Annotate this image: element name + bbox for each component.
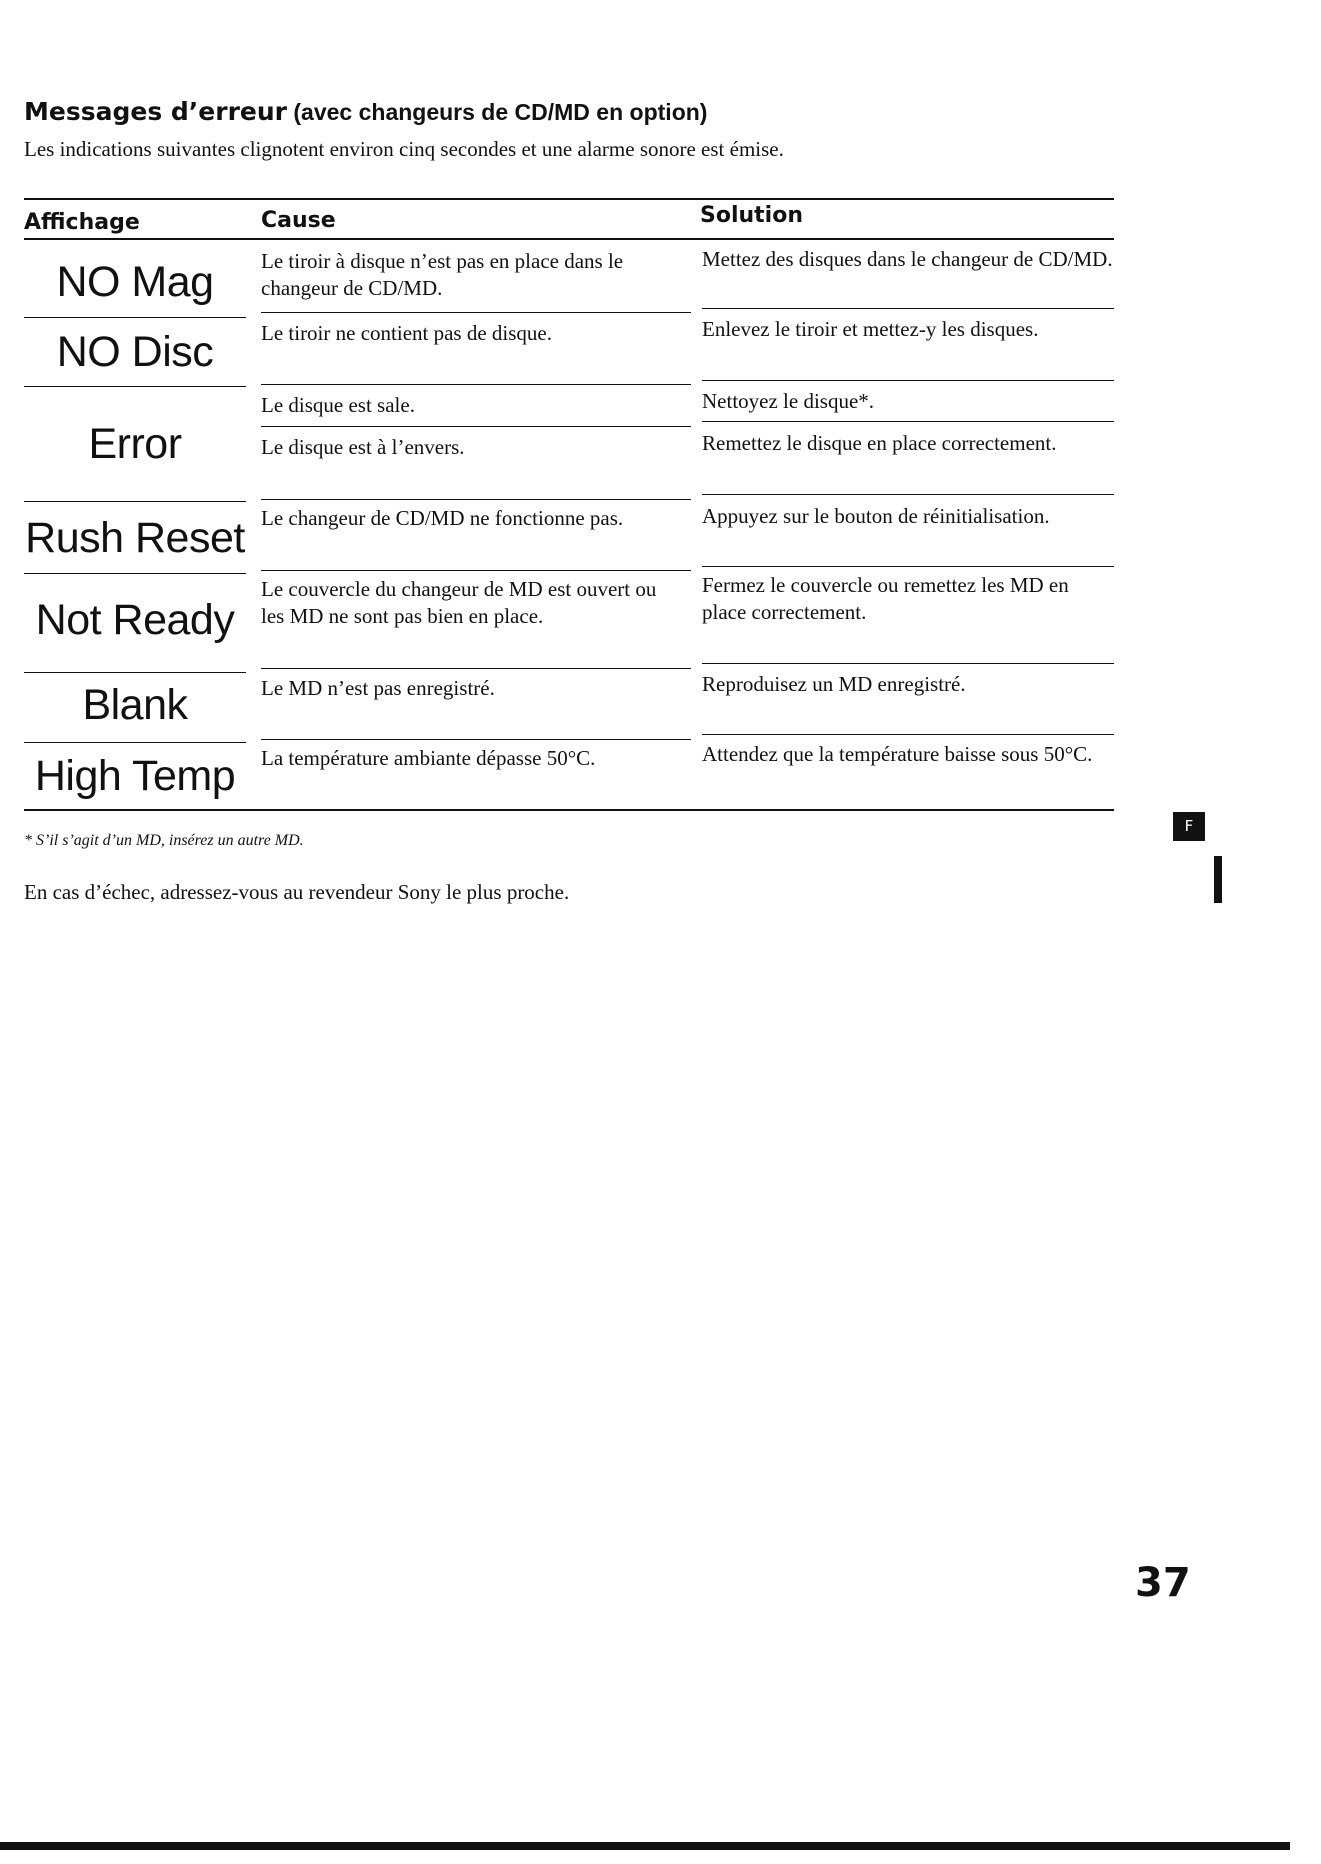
row-divider: [702, 566, 1114, 567]
row-divider: [261, 570, 691, 571]
row-divider: [24, 386, 246, 387]
footnote: * S’il s’agit d’un MD, insérez un autre MD.: [24, 832, 304, 849]
display-no-mag: NO Mag: [56, 258, 214, 306]
row-divider: [24, 742, 246, 743]
row-divider: [261, 668, 691, 669]
cause-no-disc: Le tiroir ne contient pas de disque.: [261, 321, 552, 345]
row-divider: [261, 312, 691, 313]
display-blank: Blank: [82, 681, 188, 729]
solution-rush-reset: Appuyez sur le bouton de réinitialisation.: [702, 504, 1050, 528]
row-divider: [702, 380, 1114, 381]
cause-no-mag: Le tiroir à disque n’est pas en place dans le changeur de CD/MD.: [261, 249, 624, 300]
header-underline: [24, 238, 1114, 240]
display-high-temp: High Temp: [34, 752, 236, 800]
row-divider: [24, 672, 246, 673]
solution-error-2: Remettez le disque en place correctement.: [702, 431, 1057, 455]
page-number: 37: [1135, 1560, 1191, 1606]
solution-high-temp: Attendez que la température baisse sous 50°C.: [702, 742, 1093, 766]
display-error: Error: [88, 420, 182, 468]
row-divider: [702, 494, 1114, 495]
row-divider: [261, 739, 691, 740]
row-divider: [261, 499, 691, 500]
table-bottom-rule: [24, 809, 1114, 811]
cause-blank: Le MD n’est pas enregistré.: [261, 676, 495, 700]
solution-no-disc: Enlevez le tiroir et mettez-y les disques.: [702, 317, 1039, 341]
header-display: Affichage: [24, 210, 140, 235]
sub-row-divider: [702, 421, 1114, 422]
display-rush-reset: Rush Reset: [25, 514, 245, 562]
table-top-rule: [24, 198, 1114, 200]
display-no-disc: NO Disc: [56, 328, 214, 376]
row-divider: [24, 317, 246, 318]
solution-blank: Reproduisez un MD enregistré.: [702, 672, 966, 696]
row-divider: [702, 663, 1114, 664]
cause-not-ready: Le couvercle du changeur de MD est ouvert ou les MD ne sont pas bien en place.: [261, 577, 657, 628]
row-divider: [261, 384, 691, 385]
header-solution: Solution: [700, 203, 803, 228]
solution-no-mag: Mettez des disques dans le changeur de CD/MD.: [702, 247, 1113, 271]
sub-row-divider: [261, 426, 691, 427]
solution-not-ready: Fermez le couvercle ou remettez les MD en place correctement.: [702, 573, 1069, 624]
page-title: [24, 97, 707, 127]
cause-error-1: Le disque est sale.: [261, 393, 415, 417]
title-main: Messages d’erreur: [24, 97, 287, 126]
header-cause: Cause: [261, 208, 336, 233]
solution-error-1: Nettoyez le disque*.: [702, 389, 875, 413]
cause-error-2: Le disque est à l’envers.: [261, 435, 465, 459]
cause-rush-reset: Le changeur de CD/MD ne fonctionne pas.: [261, 506, 624, 530]
display-not-ready: Not Ready: [35, 596, 235, 644]
row-divider: [24, 573, 246, 574]
section-tab: F: [1173, 812, 1205, 841]
row-divider: [24, 501, 246, 502]
intro-text: Les indications suivantes clignotent environ cinq secondes et une alarme sonore est émise.: [24, 137, 784, 161]
row-divider: [702, 734, 1114, 735]
bottom-bar: [0, 1842, 1290, 1850]
row-divider: [702, 308, 1114, 309]
title-subtitle: (avec changeurs de CD/MD en option): [287, 99, 708, 125]
cause-high-temp: La température ambiante dépasse 50°C.: [261, 746, 596, 770]
closing-text: En cas d’échec, adressez-vous au revendeur Sony le plus proche.: [24, 880, 570, 904]
thumb-index-mark: [1214, 856, 1222, 903]
